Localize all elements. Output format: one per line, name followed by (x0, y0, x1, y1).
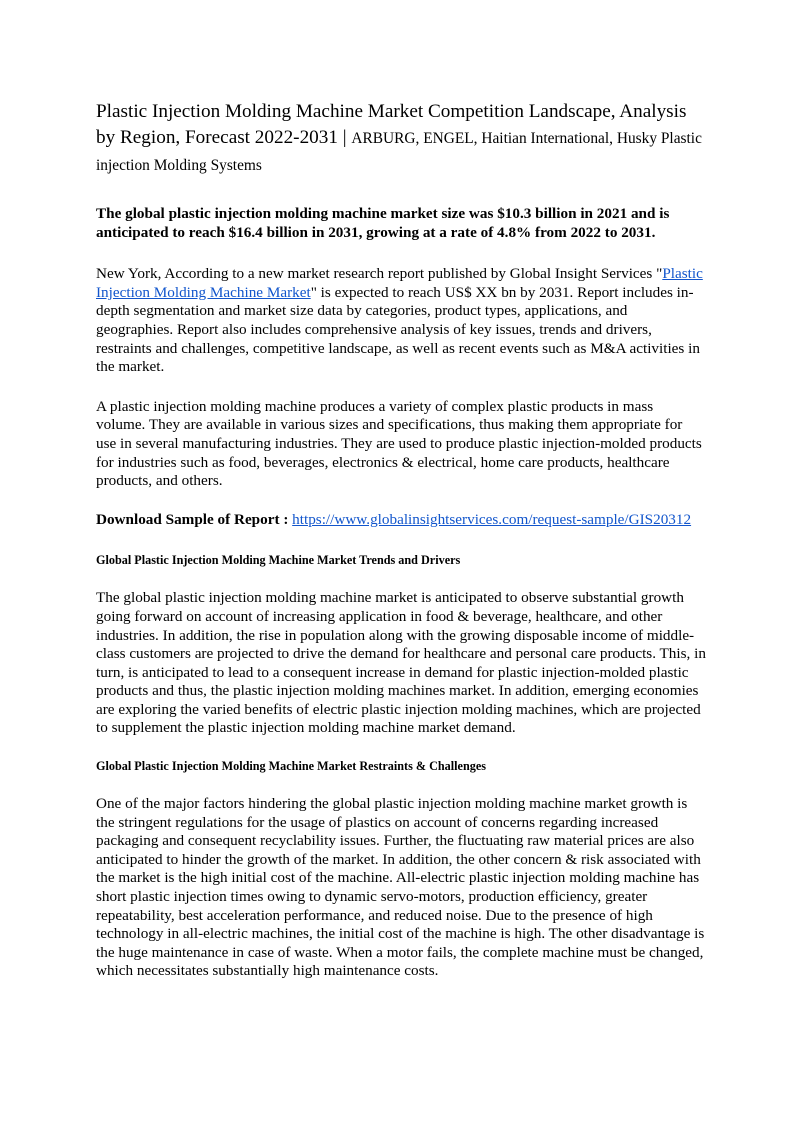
title-companies: ARBURG, ENGEL, Haitian International, Husky Plastic injection Molding Systems (96, 130, 702, 174)
document-title (96, 96, 706, 176)
section-body-trends: The global plastic injection molding machine market is anticipated to observe substantial growth going forward on account of increasing application in food & beverage, healthcare, and other industries. In addition, the rise in population along with the growing disposable income of middle-class customers are projected to drive the demand for healthcare and personal care products. This, in turn, is anticipated to lead to a consequent increase in demand for plastic injection-molded plastic products and thus, the plastic injection molding machines market. In addition, emerging economies are exploring the varied benefits of electric plastic injection molding machines, which are projected to supplement the plastic injection molding machine market demand. (96, 589, 706, 737)
intro-text-after: " is expected to reach US$ XX bn by 2031. Report includes in-depth segmentation and market size data by categories, product types, applications, and geographies. Report also includes comprehensive analysis of key issues, trends and drivers, restraints and challenges, competitive landscape, as well as recent events such as M&A activities in the market. (96, 283, 700, 376)
intro-paragraph (96, 265, 706, 377)
lead-summary: The global plastic injection molding machine market size was $10.3 billion in 2021 and is anticipated to reach $16.4 billion in 2031, growing at a rate of 4.8% from 2022 to 2031. (96, 205, 670, 241)
section-heading-restraints: Global Plastic Injection Molding Machine Market Restraints & Challenges (96, 759, 486, 774)
document-content (96, 96, 706, 981)
download-sample-link[interactable]: https://www.globalinsightservices.com/request-sample/GIS20312 (292, 510, 692, 528)
download-label: Download Sample of Report : (96, 510, 293, 528)
market-report-link[interactable]: Plastic Injection Molding Machine Market (96, 265, 703, 301)
section-body-restraints: One of the major factors hindering the global plastic injection molding machine market growth is the stringent regulations for the usage of plastics on account of concerns regarding increased packaging and consequent recyclability issues. Further, the fluctuating raw material prices are also anticipated to hinder the growth of the market. In addition, the other concern & risk associated with the market is the high initial cost of the machine. All-electric plastic injection molding machine has short plastic injection times owing to dynamic servo-motors, production efficiency, greater repeatability, best acceleration performance, and reduced noise. Due to the presence of high technology in all-electric machines, the initial cost of the machine is high. The other disadvantage is the huge maintenance in case of waste. When a motor fails, the complete machine must be changed, which necessitates substantially high maintenance costs. (96, 795, 705, 980)
title-main: Plastic Injection Molding Machine Market Competition Landscape, Analysis by Region, Forecast 2022-2031 | (96, 101, 687, 148)
section-heading-trends: Global Plastic Injection Molding Machine Market Trends and Drivers (96, 553, 461, 568)
description-paragraph: A plastic injection molding machine produces a variety of complex plastic products in mass volume. They are available in various sizes and specifications, thus making them appropriate for use in several manufacturing industries. They are used to produce plastic injection-molded products for industries such as food, beverages, electronics & electrical, home care products, healthcare products, and others. (96, 397, 702, 490)
intro-text-before: New York, According to a new market research report published by Global Insight Services " (96, 265, 663, 283)
download-sample-line (96, 511, 706, 530)
